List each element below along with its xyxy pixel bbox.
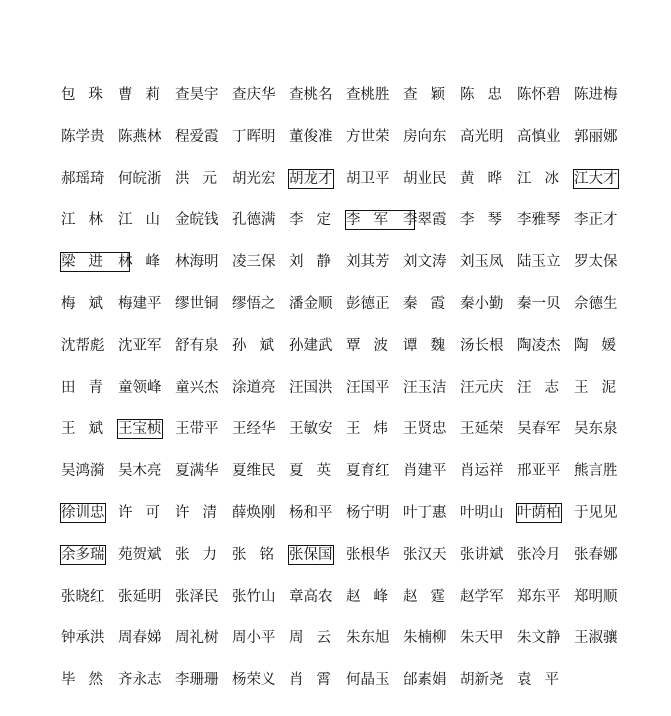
name-entry: 曹莉: [118, 87, 173, 103]
boxed-name-entry: 张保国: [289, 546, 333, 563]
name-entry: 夏满华: [175, 463, 219, 480]
name-entry: 赵学军: [460, 588, 504, 605]
name-entry: 肖运祥: [460, 463, 504, 480]
name-entry: 汪玉洁: [403, 379, 447, 396]
name-entry: 周礼树: [175, 630, 219, 647]
name-entry: 金皖钱: [175, 212, 219, 229]
name-entry: 缪世铜: [175, 295, 219, 312]
name-entry: 丁晖明: [232, 128, 276, 145]
name-entry: 高慎业: [517, 128, 561, 145]
name-entry: 周春娣: [118, 630, 162, 647]
name-entry: 杨荣义: [232, 672, 276, 689]
name-entry: 周小平: [232, 630, 276, 647]
name-entry: 程爱霞: [175, 128, 219, 145]
name-entry: 张竹山: [232, 588, 276, 605]
name-entry: 汪元庆: [460, 379, 504, 396]
name-entry: 吴春军: [517, 421, 561, 438]
name-entry: 汤长根: [460, 337, 504, 354]
name-entry: 赵峰: [346, 588, 401, 605]
name-entry: 张力: [175, 546, 230, 563]
name-entry: 童兴杰: [175, 379, 219, 396]
name-entry: 董俊准: [289, 128, 333, 145]
name-entry: 孔德满: [232, 212, 276, 229]
name-entry: 秦霞: [403, 295, 458, 312]
name-entry: 许清: [175, 504, 230, 521]
name-entry: 梅斌: [61, 295, 116, 312]
name-entry: 刘静: [289, 254, 344, 271]
name-entry: 袁平: [517, 672, 572, 689]
name-entry: 张汉天: [403, 546, 447, 563]
name-entry: 李正才: [574, 212, 618, 229]
name-entry: 童领峰: [118, 379, 162, 396]
name-entry: 张根华: [346, 546, 390, 563]
name-entry: 于见见: [574, 504, 618, 521]
boxed-name-entry: 叶荫柏: [517, 504, 561, 521]
name-entry: 夏育红: [346, 463, 390, 480]
name-entry: 杨和平: [289, 504, 333, 521]
name-entry: 夏英: [289, 463, 344, 480]
name-entry: 李翠霞: [403, 212, 447, 229]
name-entry: 陈怀碧: [517, 87, 561, 103]
name-entry: 章高农: [289, 588, 333, 605]
name-entry: 查桃胜: [346, 87, 390, 103]
name-entry: 薛焕刚: [232, 504, 276, 521]
name-entry: 佘德生: [574, 295, 618, 312]
name-entry: 潘金顺: [289, 295, 333, 312]
name-entry: 谭魏: [403, 337, 458, 354]
name-entry: 覃波: [346, 337, 401, 354]
name-entry: 张冷月: [517, 546, 561, 563]
name-entry: 江林: [61, 212, 116, 229]
name-entry: 张春娜: [574, 546, 618, 563]
name-entry: 李珊珊: [175, 672, 219, 689]
name-entry: 田青: [61, 379, 116, 396]
name-entry: 彭德正: [346, 295, 390, 312]
name-entry: 刘其芳: [346, 254, 390, 271]
boxed-name-entry: 徐训忠: [61, 504, 105, 521]
name-entry: 包珠: [61, 87, 116, 103]
name-entry: 胡光宏: [232, 170, 276, 187]
name-entry: 吴木亮: [118, 463, 162, 480]
name-entry: 郑明顺: [574, 588, 618, 605]
name-entry: 江冰: [517, 170, 572, 187]
name-entry: 涂道亮: [232, 379, 276, 396]
name-entry: 李定: [289, 212, 344, 229]
boxed-name-entry: 胡龙才: [289, 170, 333, 187]
name-entry: 罗太保: [574, 254, 618, 271]
name-entry: 沈帮彪: [61, 337, 105, 354]
name-entry: 舒有泉: [175, 337, 219, 354]
name-entry: 陈忠: [460, 87, 515, 103]
name-entry: 黄晔: [460, 170, 515, 187]
name-entry: 王带平: [175, 421, 219, 438]
name-entry: 王延荣: [460, 421, 504, 438]
name-entry: 赵霆: [403, 588, 458, 605]
name-entry: 陶凌杰: [517, 337, 561, 354]
name-entry: 齐永志: [118, 672, 162, 689]
name-entry: 方世荣: [346, 128, 390, 145]
name-entry: 叶明山: [460, 504, 504, 521]
name-entry: 张延明: [118, 588, 162, 605]
name-entry: 邢亚平: [517, 463, 561, 480]
name-entry: 周云: [289, 630, 344, 647]
name-entry: 陈进梅: [574, 87, 618, 103]
name-entry: 洪元: [175, 170, 230, 187]
name-entry: 查庆华: [232, 87, 276, 103]
name-entry: 郝瑶琦: [61, 170, 105, 187]
name-entry: 许可: [118, 504, 173, 521]
name-entry: 邰素娟: [403, 672, 447, 689]
name-entry: 缪悟之: [232, 295, 276, 312]
name-entry: 高光明: [460, 128, 504, 145]
name-entry: 查颖: [403, 87, 458, 103]
name-entry: 胡业民: [403, 170, 447, 187]
name-entry: 熊言胜: [574, 463, 618, 480]
name-entry: 孙建武: [289, 337, 333, 354]
name-entry: 朱楠柳: [403, 630, 447, 647]
name-entry: 肖霄: [289, 672, 344, 689]
name-entry: 朱天甲: [460, 630, 504, 647]
name-entry: 孙斌: [232, 337, 287, 354]
name-entry: 刘文涛: [403, 254, 447, 271]
name-entry: 梅建平: [118, 295, 162, 312]
name-entry: 王斌: [61, 421, 116, 438]
name-entry: 王淑骧: [574, 630, 618, 647]
name-entry: 王泥: [574, 379, 629, 396]
name-entry: 林海明: [175, 254, 219, 271]
name-entry: 张晓红: [61, 588, 105, 605]
name-grid: [61, 86, 631, 713]
name-entry: 李琴: [460, 212, 515, 229]
name-entry: 王经华: [232, 421, 276, 438]
name-entry: 苑贺斌: [118, 546, 162, 563]
name-entry: 吴鸿漪: [61, 463, 105, 480]
name-entry: 郭丽娜: [574, 128, 618, 145]
boxed-name-entry: 余多瑞: [61, 546, 105, 563]
name-entry: 吴东泉: [574, 421, 618, 438]
name-entry: 肖建平: [403, 463, 447, 480]
name-entry: 秦小勤: [460, 295, 504, 312]
name-entry: 林峰: [118, 254, 173, 271]
name-entry: 沈亚军: [118, 337, 162, 354]
boxed-name-entry: 王宝桢: [118, 421, 162, 438]
name-entry: 汪志: [517, 379, 572, 396]
name-entry: 汪国洪: [289, 379, 333, 396]
name-entry: 汪国平: [346, 379, 390, 396]
name-entry: 钟承洪: [61, 630, 105, 647]
name-entry: 胡新尧: [460, 672, 504, 689]
name-entry: 张铭: [232, 546, 287, 563]
boxed-name-entry: 李军: [346, 211, 414, 229]
name-entry: 陆玉立: [517, 254, 561, 271]
name-entry: 叶丁惠: [403, 504, 447, 521]
name-entry: 陈学贵: [61, 128, 105, 145]
name-entry: 王炜: [346, 421, 401, 438]
boxed-name-entry: 江大才: [574, 170, 618, 187]
name-entry: 何皖浙: [118, 170, 162, 187]
name-entry: 王贤忠: [403, 421, 447, 438]
name-entry: 毕然: [61, 672, 116, 689]
name-entry: 陈燕林: [118, 128, 162, 145]
name-entry: 秦一贝: [517, 295, 561, 312]
name-entry: 夏维民: [232, 463, 276, 480]
name-entry: 凌三保: [232, 254, 276, 271]
name-entry: 杨宁明: [346, 504, 390, 521]
name-entry: 何晶玉: [346, 672, 390, 689]
name-entry: 江山: [118, 212, 173, 229]
name-entry: 刘玉凤: [460, 254, 504, 271]
name-entry: 朱文静: [517, 630, 561, 647]
boxed-name-entry: 梁进: [61, 253, 129, 271]
name-entry: 房向东: [403, 128, 447, 145]
name-entry: 郑东平: [517, 588, 561, 605]
name-entry: 李雅琴: [517, 212, 561, 229]
name-entry: 陶媛: [574, 337, 629, 354]
name-entry: 查桃名: [289, 87, 333, 103]
name-entry: 朱东旭: [346, 630, 390, 647]
name-entry: 张泽民: [175, 588, 219, 605]
name-entry: 查昊宇: [175, 87, 219, 103]
name-entry: 胡卫平: [346, 170, 390, 187]
name-entry: 张讲斌: [460, 546, 504, 563]
name-entry: 王敏安: [289, 421, 333, 438]
